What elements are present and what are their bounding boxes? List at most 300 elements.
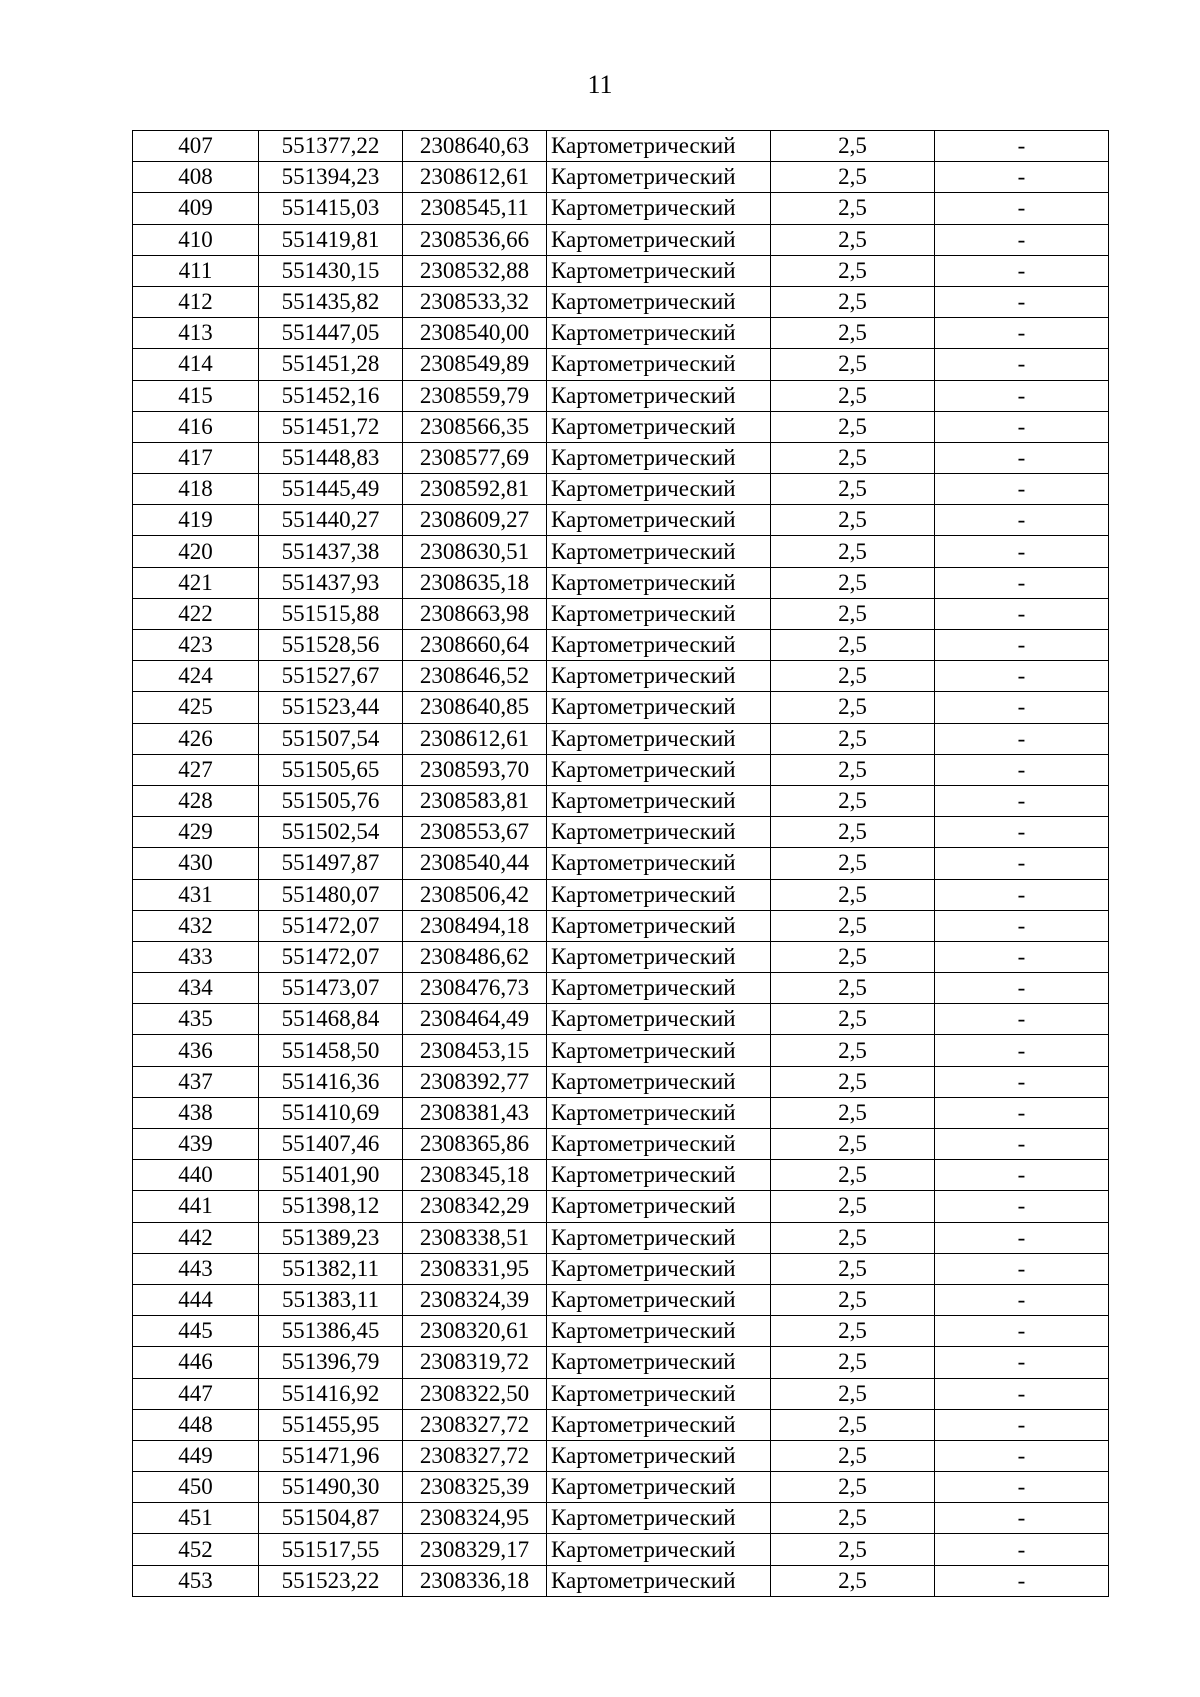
point-number-cell: 421 [133, 567, 259, 598]
point-number-cell: 451 [133, 1503, 259, 1534]
point-number-cell: 443 [133, 1253, 259, 1284]
method-cell: Картометрический [547, 318, 771, 349]
accuracy-cell: 2,5 [771, 567, 935, 598]
accuracy-cell: 2,5 [771, 162, 935, 193]
table-row [133, 848, 1109, 879]
y-coordinate-cell: 2308320,61 [403, 1316, 547, 1347]
accuracy-cell: 2,5 [771, 973, 935, 1004]
description-cell: - [935, 442, 1109, 473]
point-number-cell: 436 [133, 1035, 259, 1066]
method-cell: Картометрический [547, 1191, 771, 1222]
y-coordinate-cell: 2308559,79 [403, 380, 547, 411]
y-coordinate-cell: 2308327,72 [403, 1440, 547, 1471]
description-cell: - [935, 1409, 1109, 1440]
x-coordinate-cell: 551382,11 [259, 1253, 403, 1284]
accuracy-cell: 2,5 [771, 848, 935, 879]
description-cell: - [935, 286, 1109, 317]
accuracy-cell: 2,5 [771, 193, 935, 224]
accuracy-cell: 2,5 [771, 474, 935, 505]
x-coordinate-cell: 551445,49 [259, 474, 403, 505]
method-cell: Картометрический [547, 1253, 771, 1284]
point-number-cell: 426 [133, 723, 259, 754]
point-number-cell: 447 [133, 1378, 259, 1409]
x-coordinate-cell: 551528,56 [259, 630, 403, 661]
accuracy-cell: 2,5 [771, 442, 935, 473]
point-number-cell: 408 [133, 162, 259, 193]
method-cell: Картометрический [547, 723, 771, 754]
accuracy-cell: 2,5 [771, 1129, 935, 1160]
method-cell: Картометрический [547, 474, 771, 505]
method-cell: Картометрический [547, 536, 771, 567]
table-row [133, 505, 1109, 536]
description-cell: - [935, 754, 1109, 785]
table-row [133, 785, 1109, 816]
y-coordinate-cell: 2308663,98 [403, 598, 547, 629]
x-coordinate-cell: 551448,83 [259, 442, 403, 473]
table-row [133, 661, 1109, 692]
method-cell: Картометрический [547, 1004, 771, 1035]
point-number-cell: 422 [133, 598, 259, 629]
x-coordinate-cell: 551451,28 [259, 349, 403, 380]
point-number-cell: 453 [133, 1565, 259, 1596]
y-coordinate-cell: 2308540,00 [403, 318, 547, 349]
x-coordinate-cell: 551468,84 [259, 1004, 403, 1035]
y-coordinate-cell: 2308592,81 [403, 474, 547, 505]
method-cell: Картометрический [547, 1409, 771, 1440]
point-number-cell: 452 [133, 1534, 259, 1565]
method-cell: Картометрический [547, 1066, 771, 1097]
accuracy-cell: 2,5 [771, 1097, 935, 1128]
accuracy-cell: 2,5 [771, 1565, 935, 1596]
x-coordinate-cell: 551416,36 [259, 1066, 403, 1097]
method-cell: Картометрический [547, 224, 771, 255]
y-coordinate-cell: 2308324,95 [403, 1503, 547, 1534]
accuracy-cell: 2,5 [771, 1534, 935, 1565]
table-row [133, 1035, 1109, 1066]
description-cell: - [935, 411, 1109, 442]
method-cell: Картометрический [547, 1129, 771, 1160]
coordinates-table-body [133, 131, 1109, 1597]
table-row [133, 380, 1109, 411]
x-coordinate-cell: 551394,23 [259, 162, 403, 193]
method-cell: Картометрический [547, 598, 771, 629]
y-coordinate-cell: 2308494,18 [403, 910, 547, 941]
y-coordinate-cell: 2308327,72 [403, 1409, 547, 1440]
point-number-cell: 425 [133, 692, 259, 723]
point-number-cell: 420 [133, 536, 259, 567]
table-row [133, 1316, 1109, 1347]
x-coordinate-cell: 551410,69 [259, 1097, 403, 1128]
description-cell: - [935, 1378, 1109, 1409]
x-coordinate-cell: 551473,07 [259, 973, 403, 1004]
accuracy-cell: 2,5 [771, 380, 935, 411]
table-row [133, 1472, 1109, 1503]
x-coordinate-cell: 551383,11 [259, 1284, 403, 1315]
table-row [133, 1129, 1109, 1160]
table-row [133, 1160, 1109, 1191]
description-cell: - [935, 692, 1109, 723]
accuracy-cell: 2,5 [771, 1253, 935, 1284]
description-cell: - [935, 1534, 1109, 1565]
y-coordinate-cell: 2308453,15 [403, 1035, 547, 1066]
point-number-cell: 410 [133, 224, 259, 255]
method-cell: Картометрический [547, 754, 771, 785]
y-coordinate-cell: 2308532,88 [403, 255, 547, 286]
table-row [133, 1284, 1109, 1315]
accuracy-cell: 2,5 [771, 1503, 935, 1534]
table-row [133, 1222, 1109, 1253]
y-coordinate-cell: 2308319,72 [403, 1347, 547, 1378]
table-row [133, 1503, 1109, 1534]
accuracy-cell: 2,5 [771, 1378, 935, 1409]
point-number-cell: 419 [133, 505, 259, 536]
description-cell: - [935, 474, 1109, 505]
point-number-cell: 433 [133, 941, 259, 972]
method-cell: Картометрический [547, 910, 771, 941]
point-number-cell: 407 [133, 131, 259, 162]
point-number-cell: 424 [133, 661, 259, 692]
y-coordinate-cell: 2308322,50 [403, 1378, 547, 1409]
accuracy-cell: 2,5 [771, 1191, 935, 1222]
description-cell: - [935, 1253, 1109, 1284]
point-number-cell: 434 [133, 973, 259, 1004]
table-row [133, 723, 1109, 754]
y-coordinate-cell: 2308640,63 [403, 131, 547, 162]
method-cell: Картометрический [547, 349, 771, 380]
x-coordinate-cell: 551419,81 [259, 224, 403, 255]
accuracy-cell: 2,5 [771, 785, 935, 816]
y-coordinate-cell: 2308660,64 [403, 630, 547, 661]
y-coordinate-cell: 2308545,11 [403, 193, 547, 224]
accuracy-cell: 2,5 [771, 1347, 935, 1378]
table-row [133, 1004, 1109, 1035]
point-number-cell: 414 [133, 349, 259, 380]
description-cell: - [935, 1284, 1109, 1315]
y-coordinate-cell: 2308324,39 [403, 1284, 547, 1315]
table-row [133, 1253, 1109, 1284]
y-coordinate-cell: 2308331,95 [403, 1253, 547, 1284]
description-cell: - [935, 1503, 1109, 1534]
x-coordinate-cell: 551505,65 [259, 754, 403, 785]
point-number-cell: 449 [133, 1440, 259, 1471]
x-coordinate-cell: 551389,23 [259, 1222, 403, 1253]
table-row [133, 1347, 1109, 1378]
description-cell: - [935, 817, 1109, 848]
x-coordinate-cell: 551455,95 [259, 1409, 403, 1440]
y-coordinate-cell: 2308536,66 [403, 224, 547, 255]
table-row [133, 973, 1109, 1004]
description-cell: - [935, 1129, 1109, 1160]
method-cell: Картометрический [547, 941, 771, 972]
table-row [133, 474, 1109, 505]
description-cell: - [935, 380, 1109, 411]
accuracy-cell: 2,5 [771, 1284, 935, 1315]
x-coordinate-cell: 551447,05 [259, 318, 403, 349]
table-row [133, 411, 1109, 442]
accuracy-cell: 2,5 [771, 723, 935, 754]
x-coordinate-cell: 551507,54 [259, 723, 403, 754]
y-coordinate-cell: 2308464,49 [403, 1004, 547, 1035]
method-cell: Картометрический [547, 973, 771, 1004]
description-cell: - [935, 1066, 1109, 1097]
table-row [133, 162, 1109, 193]
description-cell: - [935, 1160, 1109, 1191]
x-coordinate-cell: 551435,82 [259, 286, 403, 317]
method-cell: Картометрический [547, 630, 771, 661]
x-coordinate-cell: 551515,88 [259, 598, 403, 629]
description-cell: - [935, 879, 1109, 910]
table-row [133, 1191, 1109, 1222]
accuracy-cell: 2,5 [771, 224, 935, 255]
table-row [133, 255, 1109, 286]
x-coordinate-cell: 551437,38 [259, 536, 403, 567]
x-coordinate-cell: 551437,93 [259, 567, 403, 598]
x-coordinate-cell: 551523,44 [259, 692, 403, 723]
accuracy-cell: 2,5 [771, 255, 935, 286]
point-number-cell: 428 [133, 785, 259, 816]
description-cell: - [935, 224, 1109, 255]
description-cell: - [935, 1316, 1109, 1347]
x-coordinate-cell: 551497,87 [259, 848, 403, 879]
table-row [133, 754, 1109, 785]
point-number-cell: 438 [133, 1097, 259, 1128]
y-coordinate-cell: 2308553,67 [403, 817, 547, 848]
table-row [133, 286, 1109, 317]
description-cell: - [935, 941, 1109, 972]
method-cell: Картометрический [547, 1347, 771, 1378]
method-cell: Картометрический [547, 1378, 771, 1409]
y-coordinate-cell: 2308630,51 [403, 536, 547, 567]
method-cell: Картометрический [547, 661, 771, 692]
y-coordinate-cell: 2308329,17 [403, 1534, 547, 1565]
description-cell: - [935, 848, 1109, 879]
accuracy-cell: 2,5 [771, 1035, 935, 1066]
method-cell: Картометрический [547, 1565, 771, 1596]
y-coordinate-cell: 2308612,61 [403, 723, 547, 754]
coordinates-table [132, 130, 1109, 1597]
description-cell: - [935, 1222, 1109, 1253]
table-row [133, 817, 1109, 848]
description-cell: - [935, 505, 1109, 536]
table-row [133, 910, 1109, 941]
x-coordinate-cell: 551377,22 [259, 131, 403, 162]
table-row [133, 349, 1109, 380]
description-cell: - [935, 785, 1109, 816]
accuracy-cell: 2,5 [771, 286, 935, 317]
table-row [133, 879, 1109, 910]
method-cell: Картометрический [547, 505, 771, 536]
table-row [133, 1440, 1109, 1471]
y-coordinate-cell: 2308566,35 [403, 411, 547, 442]
description-cell: - [935, 1035, 1109, 1066]
point-number-cell: 448 [133, 1409, 259, 1440]
y-coordinate-cell: 2308392,77 [403, 1066, 547, 1097]
description-cell: - [935, 1191, 1109, 1222]
description-cell: - [935, 973, 1109, 1004]
x-coordinate-cell: 551401,90 [259, 1160, 403, 1191]
description-cell: - [935, 318, 1109, 349]
method-cell: Картометрический [547, 785, 771, 816]
y-coordinate-cell: 2308549,89 [403, 349, 547, 380]
method-cell: Картометрический [547, 380, 771, 411]
accuracy-cell: 2,5 [771, 1160, 935, 1191]
accuracy-cell: 2,5 [771, 1409, 935, 1440]
accuracy-cell: 2,5 [771, 941, 935, 972]
point-number-cell: 430 [133, 848, 259, 879]
accuracy-cell: 2,5 [771, 349, 935, 380]
description-cell: - [935, 1004, 1109, 1035]
description-cell: - [935, 536, 1109, 567]
accuracy-cell: 2,5 [771, 817, 935, 848]
method-cell: Картометрический [547, 817, 771, 848]
y-coordinate-cell: 2308640,85 [403, 692, 547, 723]
y-coordinate-cell: 2308540,44 [403, 848, 547, 879]
method-cell: Картометрический [547, 1316, 771, 1347]
x-coordinate-cell: 551398,12 [259, 1191, 403, 1222]
method-cell: Картометрический [547, 1097, 771, 1128]
point-number-cell: 435 [133, 1004, 259, 1035]
accuracy-cell: 2,5 [771, 1222, 935, 1253]
description-cell: - [935, 1347, 1109, 1378]
table-row [133, 318, 1109, 349]
accuracy-cell: 2,5 [771, 692, 935, 723]
method-cell: Картометрический [547, 1534, 771, 1565]
point-number-cell: 412 [133, 286, 259, 317]
y-coordinate-cell: 2308593,70 [403, 754, 547, 785]
description-cell: - [935, 349, 1109, 380]
accuracy-cell: 2,5 [771, 1004, 935, 1035]
description-cell: - [935, 630, 1109, 661]
y-coordinate-cell: 2308635,18 [403, 567, 547, 598]
accuracy-cell: 2,5 [771, 536, 935, 567]
x-coordinate-cell: 551527,67 [259, 661, 403, 692]
accuracy-cell: 2,5 [771, 411, 935, 442]
y-coordinate-cell: 2308338,51 [403, 1222, 547, 1253]
method-cell: Картометрический [547, 286, 771, 317]
x-coordinate-cell: 551407,46 [259, 1129, 403, 1160]
point-number-cell: 427 [133, 754, 259, 785]
table-row [133, 1066, 1109, 1097]
x-coordinate-cell: 551502,54 [259, 817, 403, 848]
accuracy-cell: 2,5 [771, 1316, 935, 1347]
method-cell: Картометрический [547, 1222, 771, 1253]
description-cell: - [935, 661, 1109, 692]
x-coordinate-cell: 551480,07 [259, 879, 403, 910]
method-cell: Картометрический [547, 1503, 771, 1534]
y-coordinate-cell: 2308381,43 [403, 1097, 547, 1128]
table-row [133, 598, 1109, 629]
description-cell: - [935, 162, 1109, 193]
point-number-cell: 445 [133, 1316, 259, 1347]
x-coordinate-cell: 551517,55 [259, 1534, 403, 1565]
point-number-cell: 444 [133, 1284, 259, 1315]
accuracy-cell: 2,5 [771, 1440, 935, 1471]
accuracy-cell: 2,5 [771, 661, 935, 692]
point-number-cell: 442 [133, 1222, 259, 1253]
method-cell: Картометрический [547, 1472, 771, 1503]
method-cell: Картометрический [547, 1284, 771, 1315]
point-number-cell: 417 [133, 442, 259, 473]
point-number-cell: 423 [133, 630, 259, 661]
method-cell: Картометрический [547, 567, 771, 598]
x-coordinate-cell: 551523,22 [259, 1565, 403, 1596]
y-coordinate-cell: 2308336,18 [403, 1565, 547, 1596]
x-coordinate-cell: 551472,07 [259, 910, 403, 941]
y-coordinate-cell: 2308577,69 [403, 442, 547, 473]
description-cell: - [935, 1565, 1109, 1596]
table-row [133, 692, 1109, 723]
x-coordinate-cell: 551416,92 [259, 1378, 403, 1409]
point-number-cell: 440 [133, 1160, 259, 1191]
accuracy-cell: 2,5 [771, 630, 935, 661]
description-cell: - [935, 567, 1109, 598]
point-number-cell: 441 [133, 1191, 259, 1222]
table-row [133, 193, 1109, 224]
method-cell: Картометрический [547, 1440, 771, 1471]
point-number-cell: 439 [133, 1129, 259, 1160]
x-coordinate-cell: 551452,16 [259, 380, 403, 411]
method-cell: Картометрический [547, 1160, 771, 1191]
accuracy-cell: 2,5 [771, 1472, 935, 1503]
table-row [133, 941, 1109, 972]
table-row [133, 1409, 1109, 1440]
accuracy-cell: 2,5 [771, 910, 935, 941]
page-number: 11 [587, 70, 613, 99]
y-coordinate-cell: 2308342,29 [403, 1191, 547, 1222]
description-cell: - [935, 1472, 1109, 1503]
description-cell: - [935, 255, 1109, 286]
point-number-cell: 431 [133, 879, 259, 910]
table-row [133, 1534, 1109, 1565]
point-number-cell: 411 [133, 255, 259, 286]
table-row [133, 630, 1109, 661]
x-coordinate-cell: 551396,79 [259, 1347, 403, 1378]
method-cell: Картометрический [547, 692, 771, 723]
point-number-cell: 409 [133, 193, 259, 224]
description-cell: - [935, 193, 1109, 224]
y-coordinate-cell: 2308646,52 [403, 661, 547, 692]
table-row [133, 1097, 1109, 1128]
table-row [133, 567, 1109, 598]
accuracy-cell: 2,5 [771, 1066, 935, 1097]
description-cell: - [935, 910, 1109, 941]
x-coordinate-cell: 551471,96 [259, 1440, 403, 1471]
x-coordinate-cell: 551386,45 [259, 1316, 403, 1347]
description-cell: - [935, 723, 1109, 754]
method-cell: Картометрический [547, 193, 771, 224]
method-cell: Картометрический [547, 131, 771, 162]
table-row [133, 1565, 1109, 1596]
x-coordinate-cell: 551472,07 [259, 941, 403, 972]
x-coordinate-cell: 551504,87 [259, 1503, 403, 1534]
y-coordinate-cell: 2308345,18 [403, 1160, 547, 1191]
table-row [133, 131, 1109, 162]
x-coordinate-cell: 551490,30 [259, 1472, 403, 1503]
x-coordinate-cell: 551415,03 [259, 193, 403, 224]
method-cell: Картометрический [547, 255, 771, 286]
table-row [133, 1378, 1109, 1409]
point-number-cell: 450 [133, 1472, 259, 1503]
point-number-cell: 432 [133, 910, 259, 941]
x-coordinate-cell: 551430,15 [259, 255, 403, 286]
method-cell: Картометрический [547, 442, 771, 473]
point-number-cell: 413 [133, 318, 259, 349]
table-row [133, 224, 1109, 255]
table-row [133, 536, 1109, 567]
y-coordinate-cell: 2308609,27 [403, 505, 547, 536]
description-cell: - [935, 1097, 1109, 1128]
y-coordinate-cell: 2308325,39 [403, 1472, 547, 1503]
